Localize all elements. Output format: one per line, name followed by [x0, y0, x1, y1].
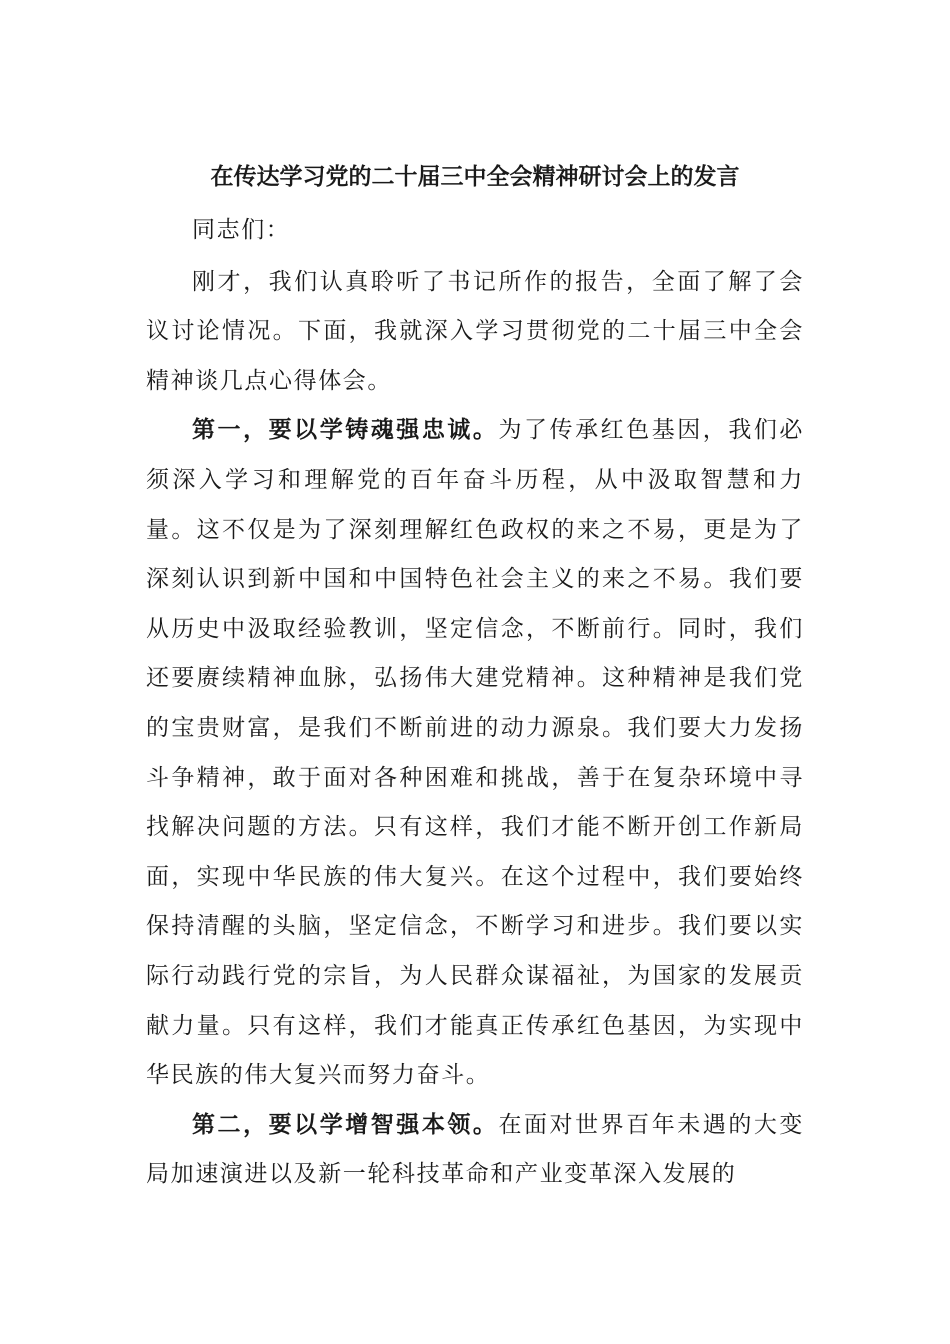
- section-heading-1: 第一，要以学铸魂强忠诚。: [192, 417, 499, 444]
- salutation: 同志们：: [192, 217, 291, 243]
- section-paragraph-1: [146, 406, 804, 1100]
- section-body-2: 在面对世界百年未遇的大变局加速演进以及新一轮科技革命和产业变革深入发展的: [146, 1111, 804, 1188]
- document-page: [146, 148, 804, 1200]
- document-title: 在传达学习党的二十届三中全会精神研讨会上的发言: [210, 164, 740, 190]
- section-body-1: 为了传承红色基因，我们必须深入学习和理解党的百年奋斗历程，从中汲取智慧和力量。这不仅是为了深刻理解红色政权的来之不易，更是为了深刻认识到新中国和中国特色社会主义的来之不易。我们要从历史中汲取经验教训，坚定信念，不断前行。同时，我们还要赓续精神血脉，弘扬伟大建党精神。这种精神是我们党的宝贵财富，是我们不断前进的动力源泉。我们要大力发扬斗争精神，敢于面对各种困难和挑战，善于在复杂环境中寻找解决问题的方法。只有这样，我们才能不断开创工作新局面，实现中华民族的伟大复兴。在这个过程中，我们要始终保持清醒的头脑，坚定信念，不断学习和进步。我们要以实际行动践行党的宗旨，为人民群众谋福祉，为国家的发展贡献力量。只有这样，我们才能真正传承红色基因，为实现中华民族的伟大复兴而努力奋斗。: [146, 417, 804, 1089]
- section-paragraph-2: [146, 1101, 804, 1200]
- intro-paragraph: 刚才，我们认真聆听了书记所作的报告，全面了解了会议讨论情况。下面，我就深入学习贯彻党的二十届三中全会精神谈几点心得体会。: [146, 268, 804, 394]
- section-heading-2: 第二，要以学增智强本领。: [192, 1111, 499, 1138]
